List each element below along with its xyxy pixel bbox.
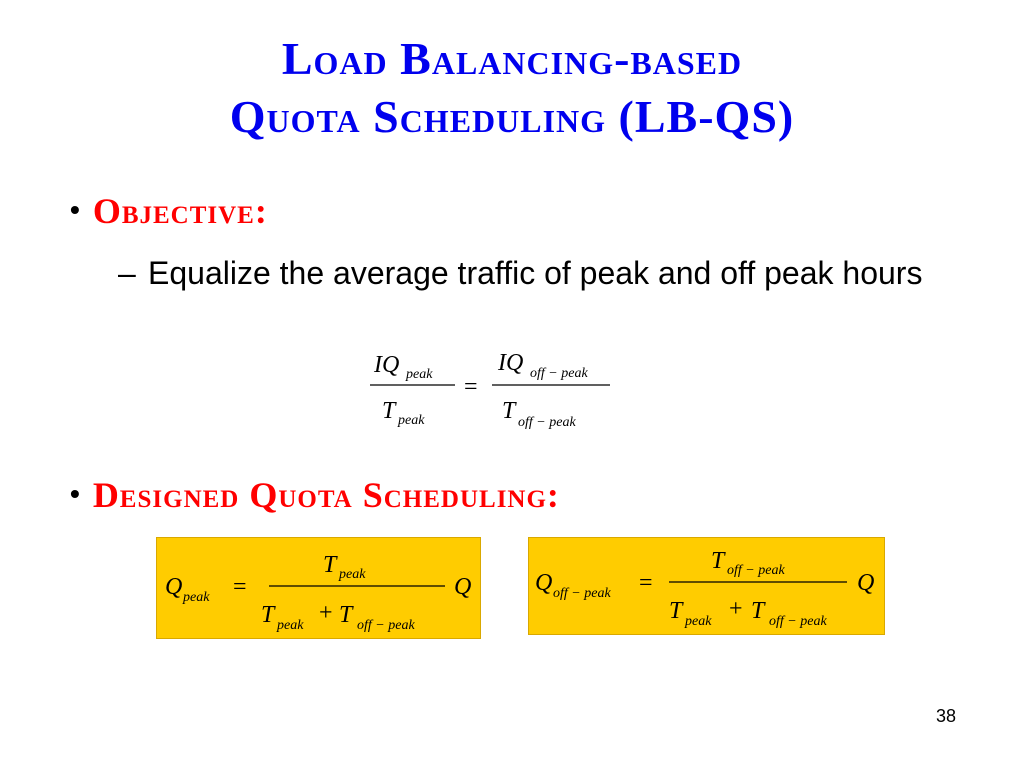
sub-item-objective xyxy=(118,250,938,296)
qo-den-b-sub: off − peak xyxy=(769,614,827,629)
eq-equals: = xyxy=(464,374,478,400)
qo-den-a-sub: peak xyxy=(685,614,712,629)
eq-rhs-num-sub: off − peak xyxy=(530,366,588,381)
qp-num-sub: peak xyxy=(339,567,366,582)
qo-num-sub: off − peak xyxy=(727,563,785,578)
qp-den-b-sub: off − peak xyxy=(357,618,415,633)
qp-num-main: T xyxy=(323,552,337,578)
bullet-dot-icon: • xyxy=(70,194,81,225)
eq-lhs-num-main: IQ xyxy=(374,352,400,378)
qp-den-a-main: T xyxy=(261,602,275,628)
qo-plus: + xyxy=(729,596,743,622)
eq-lhs-num-sub: peak xyxy=(406,367,433,382)
quota-peak-box xyxy=(156,537,481,639)
qo-num-main: T xyxy=(711,548,725,574)
qo-den-b-main: T xyxy=(751,598,765,624)
eq-rhs-den-sub: off − peak xyxy=(518,415,576,430)
eq-lhs-den-main: T xyxy=(382,398,396,424)
eq-rhs-den-main: T xyxy=(502,398,516,424)
bullet-objective xyxy=(70,190,268,232)
qp-den-b-main: T xyxy=(339,602,353,628)
dash-icon: – xyxy=(118,255,136,291)
page-number: 38 xyxy=(935,706,956,726)
qp-factor: Q xyxy=(454,574,472,600)
sub-item-text: Equalize the average traffic of peak and off peak hours xyxy=(148,255,923,291)
qp-den-a-sub: peak xyxy=(277,618,304,633)
slide-title xyxy=(0,30,1024,146)
qo-factor: Q xyxy=(857,570,875,596)
quota-offpeak-box xyxy=(528,537,885,635)
qo-lhs-sub: off − peak xyxy=(553,586,611,601)
bullet-dot-icon: • xyxy=(70,478,81,509)
qp-lhs-sub: peak xyxy=(183,590,210,605)
bullet-label: Designed Quota Scheduling: xyxy=(92,475,560,515)
bullet-designed-quota xyxy=(70,474,560,516)
qp-plus: + xyxy=(319,600,333,626)
qp-equals: = xyxy=(233,574,247,600)
eq-lhs-den-sub: peak xyxy=(398,413,425,428)
title-line-1: Load Balancing-based xyxy=(281,33,743,84)
qp-lhs-main: Q xyxy=(165,574,183,600)
title-line-2: Quota Scheduling (LB-QS) xyxy=(229,91,795,142)
qo-equals: = xyxy=(639,570,653,596)
quota-offpeak-equation xyxy=(529,538,884,634)
objective-equation xyxy=(360,340,620,440)
bullet-label: Objective: xyxy=(92,191,268,231)
eq-rhs-num-main: IQ xyxy=(498,350,524,376)
qo-den-a-main: T xyxy=(669,598,683,624)
quota-peak-equation xyxy=(157,538,480,638)
qo-lhs-main: Q xyxy=(535,570,553,596)
